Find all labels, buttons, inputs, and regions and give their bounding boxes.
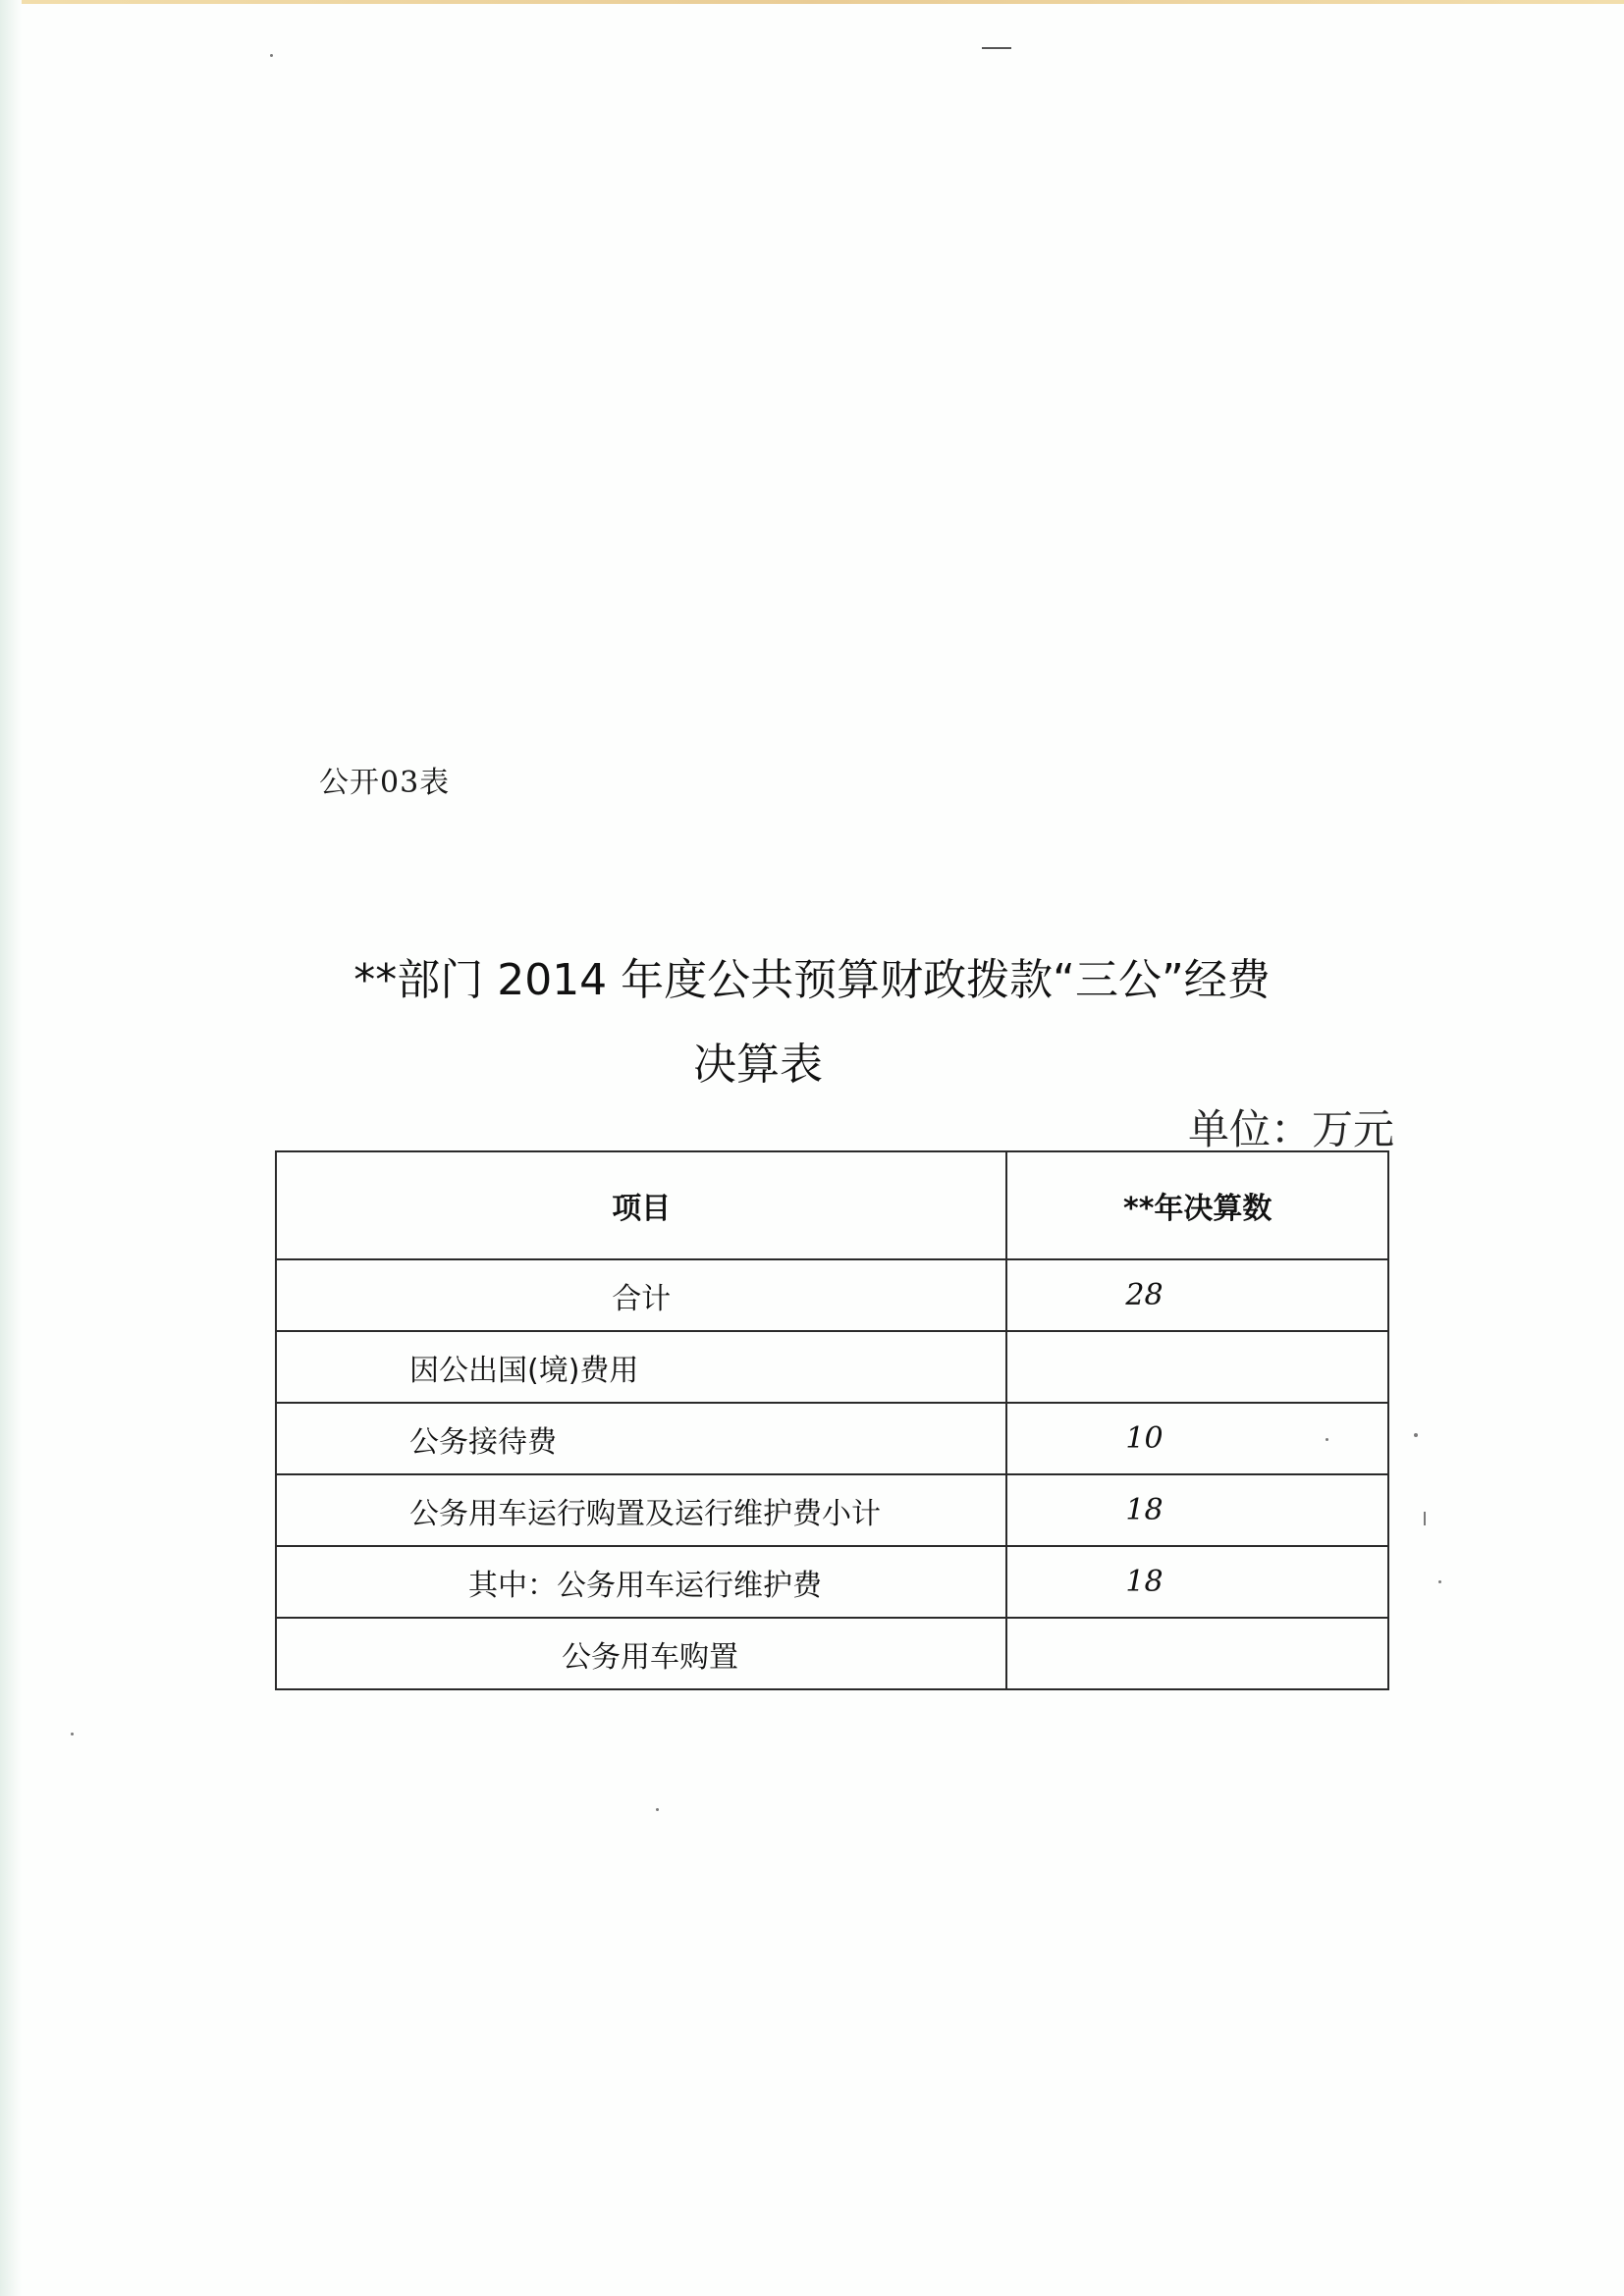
row-label-vehicle-subtotal: 公务用车运行购置及运行维护费小计 [276,1474,1006,1546]
row-value-vehicle-purchase [1006,1618,1388,1689]
unit-label: 单位：万元 [1188,1105,1395,1153]
scan-speck [270,54,273,57]
row-label-total: 合计 [276,1259,1006,1331]
scan-speck [1424,1512,1426,1525]
row-label-overseas: 因公出国(境)费用 [276,1331,1006,1403]
table-row [276,1474,1388,1546]
table-row [276,1403,1388,1474]
row-value-vehicle-subtotal: 18 [1006,1474,1388,1546]
row-value-reception: 10 [1006,1403,1388,1474]
scan-shadow [0,0,22,2296]
row-label-reception: 公务接待费 [276,1403,1006,1474]
document-title-continued: 决算表 [693,1040,823,1090]
scan-speck [656,1808,659,1811]
row-value-vehicle-maintenance: 18 [1006,1546,1388,1618]
scan-speck [1326,1438,1328,1441]
document-title: **部门 2014 年度公共预算财政拨款“三公”经费 [353,955,1271,1005]
scan-edge [0,0,1624,4]
budget-table [275,1150,1389,1690]
row-label-vehicle-maintenance: 其中：公务用车运行维护费 [276,1546,1006,1618]
table-row [276,1331,1388,1403]
scan-speck [1414,1433,1418,1437]
row-value-overseas [1006,1331,1388,1403]
row-label-vehicle-purchase: 公务用车购置 [276,1618,1006,1689]
scan-speck [1438,1580,1441,1583]
form-code: 公开03表 [319,766,451,800]
header-value: **年决算数 [1006,1151,1388,1259]
table-row [276,1259,1388,1331]
scan-speck [982,47,1011,49]
scan-speck [71,1733,74,1735]
row-value-total: 28 [1006,1259,1388,1331]
header-item: 项目 [276,1151,1006,1259]
table-row [276,1618,1388,1689]
table-header-row [276,1151,1388,1259]
table-row [276,1546,1388,1618]
